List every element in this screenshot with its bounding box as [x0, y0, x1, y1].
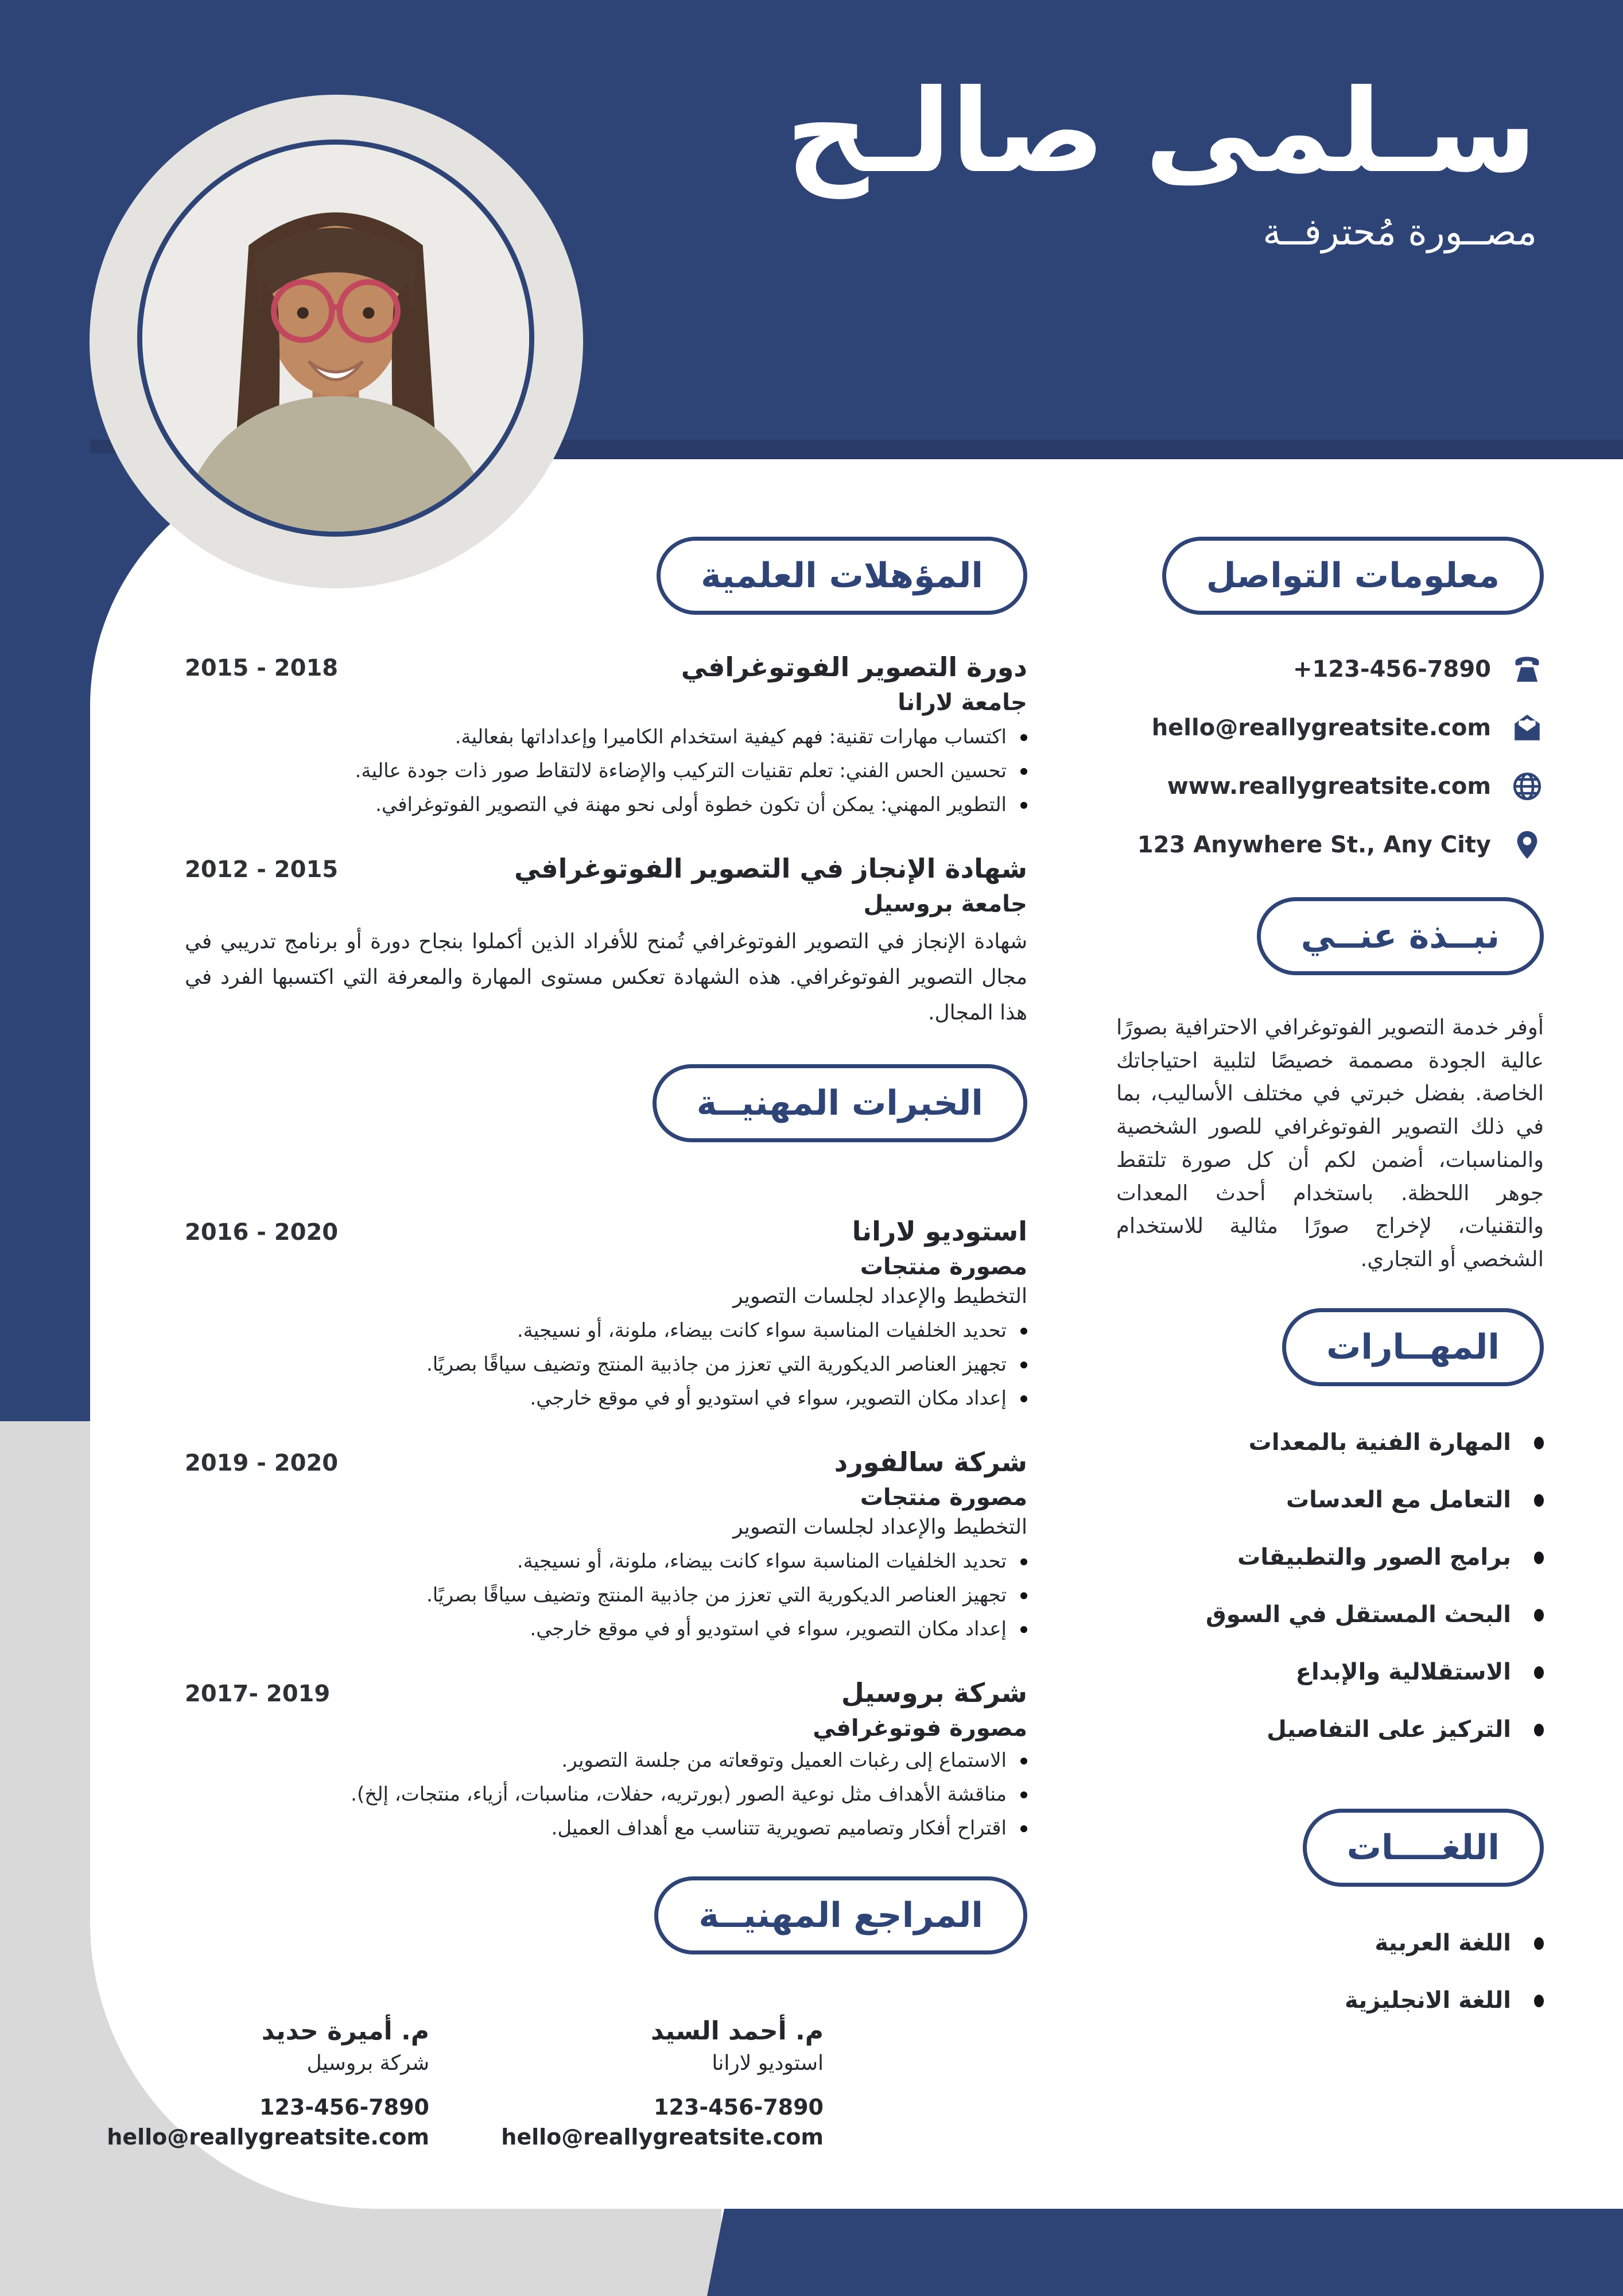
- contact-phone-row: [1116, 653, 1544, 686]
- contact-address-row: [1116, 828, 1544, 862]
- bullet-dot-icon: [1534, 1666, 1544, 1679]
- person-name: سـلمى صالـح: [786, 65, 1537, 199]
- contact-list: [1116, 653, 1544, 862]
- bullet-item: التطوير المهني: يمكن أن تكون خطوة أولى نحو مهنة في التصوير الفوتوغرافي.: [185, 790, 1027, 820]
- experience-bullet-list: [185, 1316, 1027, 1413]
- bullet-item: تحسين الحس الفني: تعلم تقنيات التركيب والإضاءة لالتقاط صور ذات جودة عالية.: [185, 757, 1027, 786]
- bullet-item: إعداد مكان التصوير، سواء في استوديو أو في موقع خارجي.: [185, 1615, 1027, 1644]
- contact-address: 123 Anywhere St., Any City: [1137, 832, 1491, 858]
- bullet-dot-icon: [1020, 1791, 1027, 1798]
- about-text: أوفر خدمة التصوير الفوتوغرافي الاحترافية بصورًا عالية الجودة مصممة خصيصًا لتلبية احتياجاتك الخاصة. بفضل خبرتي في مختلف الأساليب، بما في ذلك التصوير الفوتوغرافي للصور الشخصية والمناسبات، أضمن لكم أن كل صورة تلتقط جوهر اللحظة. باستخدام أحدث المعدات والتقنيات، لإخراج صورًا مثالية للاستخدام الشخصي أو التجاري.: [1116, 1015, 1544, 1272]
- reference-org: شركة بروسيل: [306, 2051, 429, 2075]
- bullet-dot-icon: [1020, 1362, 1027, 1368]
- bullet-item: تجهيز العناصر الديكورية التي تعزز من جاذبية المنتج وتضيف سياقًا بصريًا.: [185, 1350, 1027, 1379]
- skill-item: برامج الصور والتطبيقات: [1116, 1542, 1544, 1572]
- bullet-item: اكتساب مهارات تقنية: فهم كيفية استخدام الكاميرا وإعداداتها بفعالية.: [185, 723, 1027, 752]
- skills-list: [1116, 1428, 1544, 1744]
- experience-date: 2017- 2019: [185, 1680, 331, 1707]
- education-bullet-list: [185, 723, 1027, 820]
- bullet-item: تجهيز العناصر الديكورية التي تعزز من جاذبية المنتج وتضيف سياقًا بصريًا.: [185, 1581, 1027, 1610]
- envelope-icon: [1511, 711, 1544, 744]
- reference-email: hello@reallygreatsite.com: [501, 2124, 824, 2150]
- reference-name: م. أميرة حديد: [261, 2016, 429, 2046]
- bullet-dot-icon: [1020, 1558, 1027, 1565]
- experience-role: مصورة منتجات: [860, 1484, 1027, 1511]
- bullet-item: إعداد مكان التصوير، سواء في استوديو أو في موقع خارجي.: [185, 1384, 1027, 1413]
- bullet-dot-icon: [1534, 1437, 1544, 1449]
- experience-org: استوديو لارانا: [852, 1215, 1027, 1247]
- contact-website: www.reallygreatsite.com: [1167, 773, 1491, 800]
- reference-2: [107, 2016, 429, 2150]
- experience-org: شركة بروسيل: [841, 1677, 1027, 1708]
- section-experience-heading: الخبرات المهنيــة: [653, 1064, 1027, 1142]
- person-job-title: مصــورة مُحترفــة: [1263, 211, 1537, 254]
- experience-subrole: التخطيط والإعداد لجلسات التصوير: [733, 1515, 1027, 1539]
- profile-photo: [137, 139, 534, 537]
- experience-org: شركة سالفورد: [834, 1446, 1027, 1477]
- reference-org: استوديو لارانا: [712, 2051, 824, 2075]
- education-org: جامعة بروسيل: [863, 891, 1027, 917]
- bullet-dot-icon: [1020, 768, 1027, 775]
- bullet-dot-icon: [1020, 1395, 1027, 1402]
- hero-header: [786, 65, 1537, 254]
- location-pin-icon: [1511, 828, 1544, 862]
- bullet-item: تحديد الخلفيات المناسبة سواء كانت بيضاء، ملونة، أو نسيجية.: [185, 1316, 1027, 1345]
- bullet-dot-icon: [1534, 1494, 1544, 1507]
- experience-role: مصورة منتجات: [860, 1253, 1027, 1280]
- contact-email-row: [1116, 711, 1544, 744]
- education-date: 2012 - 2015: [185, 856, 339, 883]
- bullet-dot-icon: [1020, 1626, 1027, 1633]
- bullet-dot-icon: [1534, 1552, 1544, 1564]
- language-item: اللغة الانجليزية: [1116, 1985, 1544, 2015]
- experience-subrole: التخطيط والإعداد لجلسات التصوير: [733, 1284, 1027, 1308]
- experience-bullet-list: [185, 1547, 1027, 1644]
- education-title: شهادة الإنجاز في التصوير الفوتوغرافي: [514, 853, 1027, 884]
- contact-phone: +123-456-7890: [1292, 656, 1491, 682]
- education-entry-2: [185, 853, 1027, 1031]
- sidebar-column: [1116, 537, 1544, 2043]
- section-skills-heading: المهــارات: [1282, 1308, 1544, 1386]
- bullet-item: اقتراح أفكار وتصاميم تصويرية تتناسب مع أهداف العميل.: [185, 1814, 1027, 1843]
- skill-item: التركيز على التفاصيل: [1116, 1715, 1544, 1744]
- bullet-dot-icon: [1020, 734, 1027, 741]
- reference-1: [501, 2016, 824, 2150]
- education-title: دورة التصوير الفوتوغرافي: [681, 651, 1027, 682]
- reference-email: hello@reallygreatsite.com: [107, 2124, 429, 2150]
- skill-item: التعامل مع العدسات: [1116, 1485, 1544, 1515]
- bullet-item: مناقشة الأهداف مثل نوعية الصور (بورتريه، حفلات، مناسبات، أزياء، منتجات، إلخ).: [185, 1780, 1027, 1809]
- reference-name: م. أحمد السيد: [650, 2016, 824, 2046]
- languages-list: [1116, 1928, 1544, 2015]
- language-item: اللغة العربية: [1116, 1928, 1544, 1958]
- skill-item: الاستقلالية والإبداع: [1116, 1657, 1544, 1687]
- bullet-item: تحديد الخلفيات المناسبة سواء كانت بيضاء، ملونة، أو نسيجية.: [185, 1547, 1027, 1576]
- bullet-dot-icon: [1534, 1937, 1544, 1950]
- skill-item: البحث المستقل في السوق: [1116, 1600, 1544, 1630]
- bullet-dot-icon: [1020, 1825, 1027, 1832]
- experience-entry-2: [185, 1446, 1027, 1644]
- education-entry-1: [185, 651, 1027, 820]
- experience-entry-3: [185, 1677, 1027, 1843]
- experience-bullet-list: [185, 1746, 1027, 1843]
- experience-date: 2016 - 2020: [185, 1219, 339, 1246]
- section-about-heading: نبــذة عنــي: [1257, 897, 1544, 975]
- bullet-dot-icon: [1534, 1724, 1544, 1736]
- section-contact-heading: معلومات التواصل: [1162, 537, 1544, 615]
- bullet-dot-icon: [1020, 1758, 1027, 1764]
- avatar-illustration: [142, 145, 529, 532]
- contact-website-row: [1116, 770, 1544, 803]
- experience-role: مصورة فوتوغرافي: [813, 1715, 1027, 1742]
- bullet-dot-icon: [1534, 1995, 1544, 2007]
- education-org: جامعة لارانا: [898, 689, 1027, 716]
- bullet-item: الاستماع إلى رغبات العميل وتوقعاته من جلسة التصوير.: [185, 1746, 1027, 1775]
- section-references-heading: المراجع المهنيــة: [654, 1876, 1027, 1954]
- globe-icon: [1511, 770, 1544, 803]
- section-education-heading: المؤهلات العلمية: [657, 537, 1027, 615]
- main-column: [107, 537, 1027, 2243]
- experience-date: 2019 - 2020: [185, 1449, 339, 1476]
- reference-phone: 123-456-7890: [654, 2094, 824, 2120]
- bullet-dot-icon: [1020, 1328, 1027, 1335]
- reference-phone: 123-456-7890: [259, 2094, 429, 2120]
- skill-item: المهارة الفنية بالمعدات: [1116, 1428, 1544, 1457]
- education-date: 2015 - 2018: [185, 655, 339, 681]
- experience-entry-1: [185, 1216, 1027, 1413]
- contact-email: hello@reallygreatsite.com: [1151, 715, 1491, 741]
- phone-icon: [1511, 653, 1544, 686]
- bullet-dot-icon: [1020, 802, 1027, 809]
- education-description: شهادة الإنجاز في التصوير الفوتوغرافي تُمنح للأفراد الذين أكملوا بنجاح دورة أو برنامج تدريبي في مجال التصوير الفوتوغرافي. هذه الشهادة تعكس مستوى المهارة والمعرفة التي اكتسبها الفرد في هذا المجال.: [185, 930, 1027, 1025]
- bullet-dot-icon: [1020, 1592, 1027, 1599]
- bullet-dot-icon: [1534, 1609, 1544, 1622]
- references-row: [107, 1996, 1027, 2243]
- section-languages-heading: اللغــــات: [1303, 1809, 1544, 1887]
